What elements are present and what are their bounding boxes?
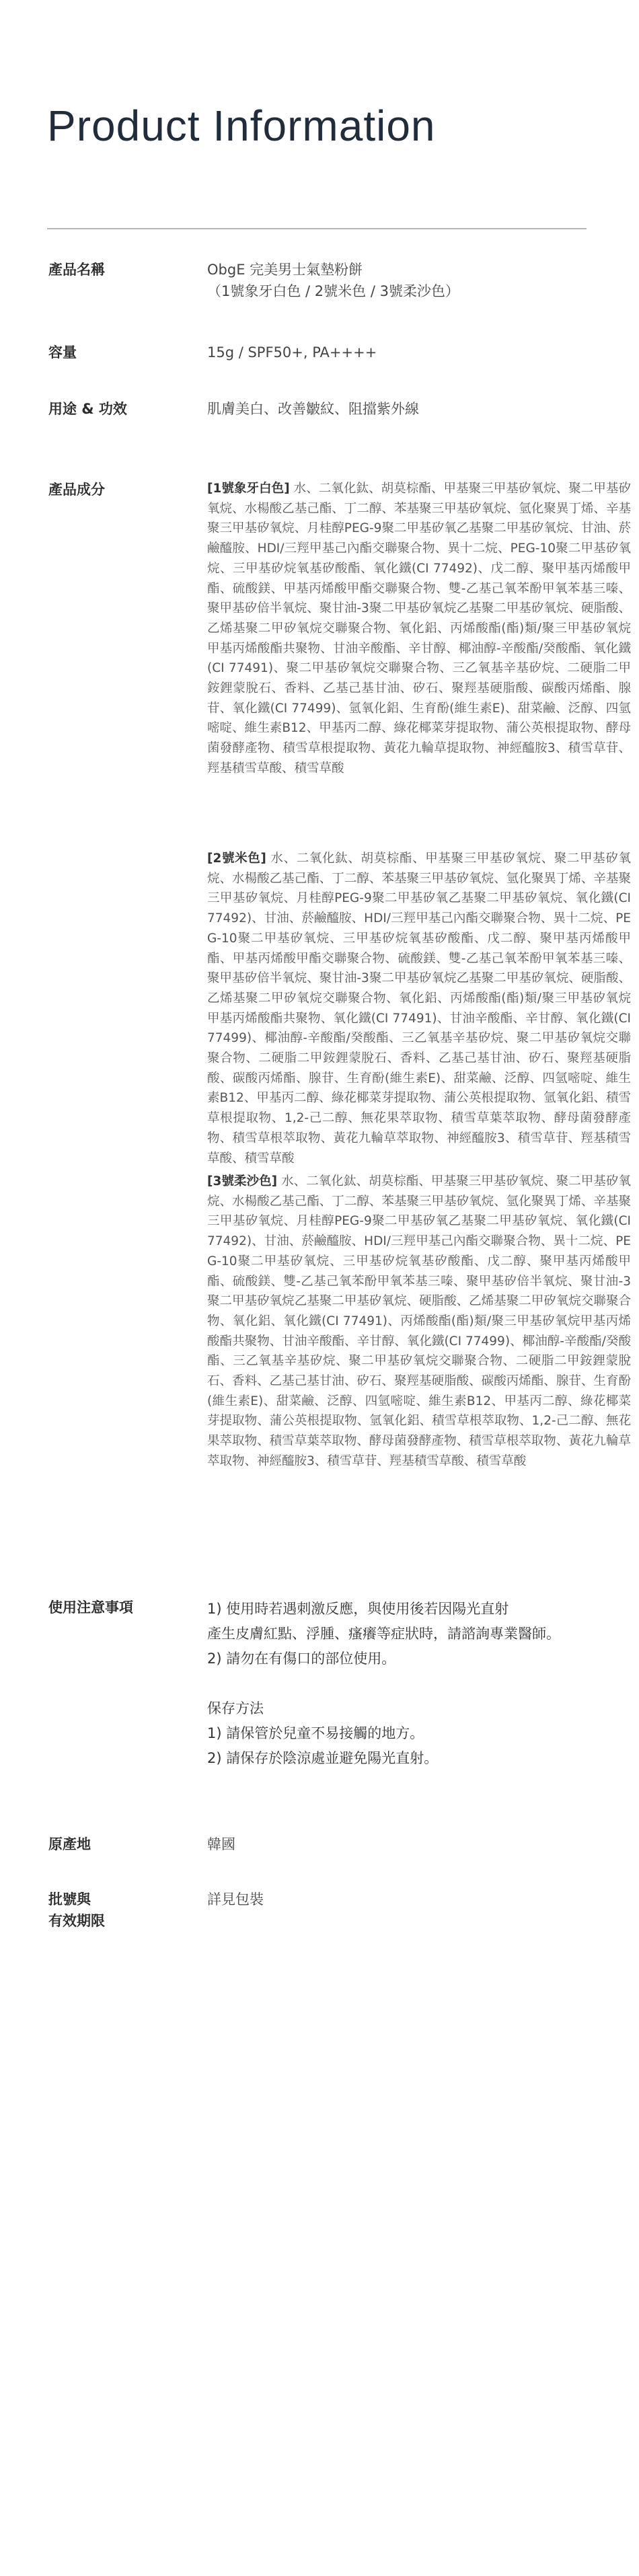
caution-value — [207, 1597, 639, 1771]
ingredients-value-shade-2 — [207, 849, 631, 1168]
caution-line-1: 1) 使用時若遇刺激反應，與使用後若因陽光直射 — [207, 1601, 509, 1617]
batch-label-line-2: 有效期限 — [48, 1913, 105, 1929]
ingredient-block-shade-2 — [207, 849, 631, 1168]
product-name-label: 產品名稱 — [48, 262, 105, 278]
ingredients-value-shade-3 — [207, 1172, 631, 1472]
shade-3-ingredients: 水、二氧化鈦、胡莫棕酯、甲基聚三甲基矽氧烷、聚二甲基矽氧烷、水楊酸乙基己酯、丁二醇、苯基聚三甲基矽氧烷、氫化聚異丁烯、辛基聚三甲基矽氧烷、月桂醇PEG-9聚二甲基矽氧乙基聚二甲基矽氧烷、氧化鐵(CI 77492)、甘油、菸鹼醯胺、HDI/三羥甲基己內酯交聯聚合物、異十二烷、PEG-10聚二甲基矽氧烷、三甲基矽烷氧基矽酸酯、戊二醇、聚甲基丙烯酸甲酯、硫酸鎂、雙-乙基己氧苯酚甲氧苯基三嗪、聚甲基矽倍半氧烷、聚甘油-3聚二甲基矽氧烷乙基聚二甲基矽氧烷、硬脂酸、乙烯基聚二甲矽氧烷交聯聚合物、氧化鋁、氧化鐵(CI 77491)、丙烯酸酯(酯)類/聚三甲基矽氧烷甲基丙烯酸酯共聚物、甘油辛酸酯、辛甘醇、氧化鐵(CI 77499)、椰油醇-辛酸酯/癸酸酯、三乙氧基辛基矽烷、聚二甲基矽氧烷交聯聚合物、二硬脂二甲銨鋰蒙脫石、香料、乙基己基甘油、矽石、聚羥基硬脂酸、碳酸丙烯酯、腺苷、生育酚(維生素E)、甜菜鹼、泛醇、四氫嘧啶、維生素B12、甲基丙二醇、綠花椰菜芽提取物、蒲公英根提取物、氫氧化鋁、積雪草根萃取物、1,2-己二醇、無花果萃取物、積雪草葉萃取物、酵母菌發酵產物、積雪草根萃取物、黃花九輪草萃取物、神經醯胺3、積雪草苷、羥基積雪草酸、積雪草酸 — [207, 1174, 631, 1468]
shade-1-ingredients: 水、二氧化鈦、胡莫棕酯、甲基聚三甲基矽氧烷、聚二甲基矽氧烷、水楊酸乙基己酯、丁二醇、苯基聚三甲基矽氧烷、氫化聚異丁烯、辛基聚三甲基矽氧烷、月桂醇PEG-9聚二甲基矽氧乙基聚二甲基矽氧烷、甘油、菸鹼醯胺、HDI/三羥甲基己內酯交聯聚合物、異十二烷、PEG-10聚二甲基矽氧烷、三甲基矽烷氧基矽酸酯、氧化鐵(CI 77492)、戊二醇、聚甲基丙烯酸甲酯、硫酸鎂、甲基丙烯酸甲酯交聯聚合物、雙-乙基己氧苯酚甲氧苯基三嗪、聚甲基矽倍半氧烷、聚甘油-3聚二甲基矽氧烷乙基聚二甲基矽氧烷、硬脂酸、乙烯基聚二甲矽氧烷交聯聚合物、氧化鋁、丙烯酸酯(酯)類/聚三甲基矽氧烷甲基丙烯酸酯共聚物、甘油辛酸酯、辛甘醇、椰油醇-辛酸酯/癸酸酯、氧化鐵(CI 77491)、聚二甲基矽氧烷交聯聚合物、三乙氧基辛基矽烷、二硬脂二甲銨鋰蒙脫石、香料、乙基己基甘油、矽石、聚羥基硬脂酸、碳酸丙烯酯、腺苷、氧化鐵(CI 77499)、氫氧化鋁、生育酚(維生素E)、甜菜鹼、泛醇、四氫嘧啶、維生素B12、甲基丙二醇、綠花椰菜芽提取物、蒲公英根提取物、酵母菌發酵產物、積雪草根提取物、黃花九輪草提取物、神經醯胺3、積雪草苷、羥基積雪草酸、積雪草酸 — [207, 482, 631, 775]
ingredients-value — [207, 479, 631, 779]
ingredient-block-shade-3 — [207, 1172, 631, 1472]
ingredient-block-shade-1 — [207, 479, 631, 779]
caution-label: 使用注意事項 — [48, 1599, 133, 1616]
volume-label: 容量 — [48, 344, 77, 361]
caution-line-2: 產生皮膚紅點、浮腫、瘙癢等症狀時，請諮詢專業醫師。 — [207, 1626, 560, 1642]
storage-heading: 保存方法 — [207, 1700, 264, 1716]
caution-line-3: 2) 請勿在有傷口的部位使用。 — [207, 1651, 396, 1667]
origin-value: 韓國 — [207, 1836, 235, 1852]
shade-3-tag: [3號柔沙色] — [207, 1174, 278, 1188]
volume-value: 15g / SPF50+, PA++++ — [207, 344, 377, 361]
product-shade-line: （1號象牙白色 / 2號米色 / 3號柔沙色） — [207, 283, 459, 299]
page-title: Product Information — [47, 102, 436, 150]
storage-line-2: 2) 請保存於陰涼處並避免陽光直射。 — [207, 1750, 439, 1766]
storage-line-1: 1) 請保管於兒童不易接觸的地方。 — [207, 1725, 424, 1741]
origin-label: 原產地 — [48, 1836, 91, 1852]
shade-2-ingredients: 水、二氧化鈦、胡莫棕酯、甲基聚三甲基矽氧烷、聚二甲基矽氧烷、水楊酸乙基己酯、丁二醇、苯基聚三甲基矽氧烷、氫化聚異丁烯、辛基聚三甲基矽氧烷、月桂醇PEG-9聚二甲基矽氧乙基聚二甲基矽氧烷、氧化鐵(CI 77492)、甘油、菸鹼醯胺、HDI/三羥甲基己內酯交聯聚合物、異十二烷、PEG-10聚二甲基矽氧烷、三甲基矽烷氧基矽酸酯、戊二醇、聚甲基丙烯酸甲酯、甲基丙烯酸甲酯交聯聚合物、硫酸鎂、雙-乙基己氧苯酚甲氧苯基三嗪、聚甲基矽倍半氧烷、聚甘油-3聚二甲基矽氧烷乙基聚二甲基矽氧烷、硬脂酸、乙烯基聚二甲矽氧烷交聯聚合物、氧化鋁、丙烯酸酯(酯)類/聚三甲基矽氧烷甲基丙烯酸酯共聚物、氧化鐵(CI 77491)、甘油辛酸酯、辛甘醇、氧化鐵(CI 77499)、椰油醇-辛酸酯/癸酸酯、三乙氧基辛基矽烷、聚二甲基矽氧烷交聯聚合物、二硬脂二甲銨鋰蒙脫石、香料、乙基己基甘油、矽石、聚羥基硬脂酸、碳酸丙烯酯、腺苷、生育酚(維生素E)、甜菜鹼、泛醇、四氫嘧啶、維生素B12、甲基丙二醇、綠花椰菜芽提取物、蒲公英根提取物、氫氧化鋁、積雪草根提取物、1,2-己二醇、無花果萃取物、積雪草葉萃取物、酵母菌發酵產物、積雪草根萃取物、黃花九輪草萃取物、神經醯胺3、積雪草苷、羥基積雪草酸、積雪草酸 — [207, 851, 631, 1166]
title-divider — [47, 228, 587, 229]
caution-spacer — [207, 1671, 639, 1696]
usage-value: 肌膚美白、改善皺紋、阻擋紫外線 — [207, 401, 419, 417]
ingredients-label: 產品成分 — [48, 482, 105, 498]
batch-value: 詳見包裝 — [207, 1891, 264, 1907]
product-name-value — [207, 259, 639, 302]
usage-label: 用途 & 功效 — [48, 401, 127, 417]
batch-label — [48, 1889, 196, 1932]
shade-1-tag: [1號象牙白色] — [207, 482, 290, 496]
batch-label-line-1: 批號與 — [48, 1891, 91, 1907]
shade-2-tag: [2號米色] — [207, 851, 266, 866]
product-name-line: ObgE 完美男士氣墊粉餅 — [207, 262, 363, 278]
